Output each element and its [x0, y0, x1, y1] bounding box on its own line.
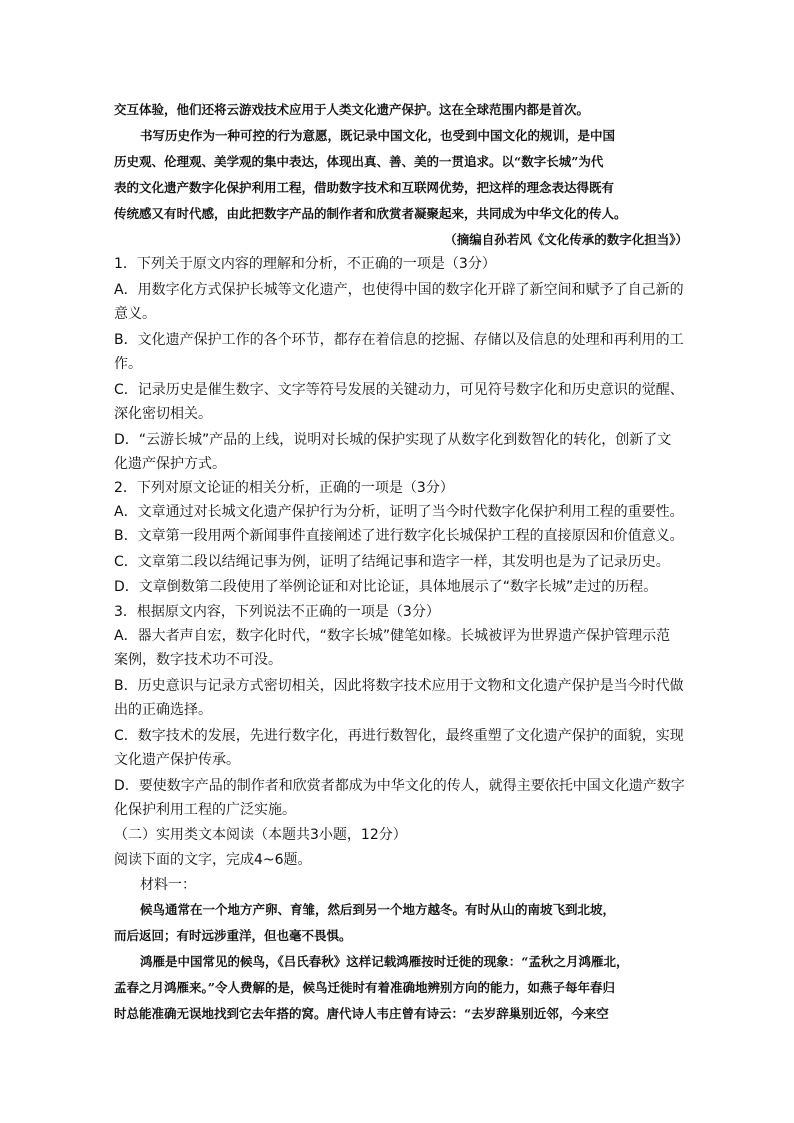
- option-c-cont: 深化密切相关。: [114, 406, 212, 422]
- option-d-cont: 化遗产保护方式。: [114, 456, 226, 472]
- option-d: D．文章倒数第二段使用了举例论证和对比论证，具体地展示了“数字长城”走过的历程。: [114, 579, 658, 595]
- section-instruction: 阅读下面的文字，完成4~6题。: [114, 852, 312, 868]
- section-heading: （二）实用类文本阅读（本题共3小题，12分）: [114, 827, 407, 843]
- question-stem: 1．下列关于原文内容的理解和分析，不正确的一项是（3分）: [114, 256, 496, 272]
- source-citation: （摘编自孙若风《文化传承的数字化担当》）: [444, 232, 688, 247]
- option-b-cont: 出的正确选择。: [114, 702, 212, 718]
- option-d: D．“云游长城”产品的上线，说明对长城的保护实现了从数字化到数智化的转化，创新了文: [114, 432, 672, 448]
- option-a-cont: 案例，数字技术功不可没。: [114, 652, 282, 668]
- passage-line: 历史观、伦理观、美学观的集中表达，体现出真、善、美的一贯追求。以“数字长城”为代: [114, 154, 604, 169]
- option-c: C．记录历史是催生数字、文字等符号发展的关键动力，可见符号数字化和历史意识的觉醒、: [114, 382, 684, 398]
- option-a-cont: 意义。: [114, 306, 156, 322]
- material-label: 材料一：: [140, 877, 196, 893]
- question-stem: 2．下列对原文论证的相关分析，正确的一项是（3分）: [114, 480, 454, 496]
- passage-line: 交互体验，他们还将云游戏技术应用于人类文化遗产保护。这在全球范围内都是首次。: [114, 102, 590, 117]
- option-a: A．用数字化方式保护长城等文化遗产，也使得中国的数字化开辟了新空间和赋予了自己新的: [114, 282, 684, 298]
- option-a: A．器大者声自宏，数字化时代，“数字长城”健笔如椽。长城被评为世界遗产保护管理示范: [114, 628, 671, 644]
- material-line: 鸿雁是中国常见的候鸟，《吕氏春秋》这样记载鸿雁按时迁徙的现象：“孟秋之月鸿雁北，: [140, 954, 629, 969]
- option-a: A．文章通过对长城文化遗产保护行为分析，证明了当今时代数字化保护利用工程的重要性。: [114, 504, 684, 520]
- option-b-cont: 作。: [114, 356, 142, 372]
- material-line: 而后返回；有时远涉重洋，但也毫不畏惧。: [114, 928, 352, 943]
- question-stem: 3．根据原文内容，下列说法不正确的一项是（3分）: [114, 604, 440, 620]
- option-d: D．要使数字产品的制作者和欣赏者都成为中华文化的传人，就得主要依托中国文化遗产数字: [114, 778, 685, 794]
- material-line: 时总能准确无误地找到它去年搭的窝。唐代诗人韦庄曾有诗云：“去岁辞巢别近邻，今来空: [114, 1006, 609, 1021]
- option-d-cont: 化保护利用工程的广泛实施。: [114, 802, 296, 818]
- option-c: C．数字技术的发展，先进行数字化，再进行数智化，最终重塑了文化遗产保护的面貌，实现: [114, 728, 684, 744]
- option-b: B．文章第一段用两个新闻事件直接阐述了进行数字化长城保护工程的直接原因和价值意义。: [114, 528, 684, 544]
- option-c: C．文章第二段以结绳记事为例，证明了结绳记事和造字一样，其发明也是为了记录历史。: [114, 554, 670, 570]
- option-c-cont: 文化遗产保护传承。: [114, 752, 240, 768]
- material-line: 候鸟通常在一个地方产卵、育雏，然后到另一个地方越冬。有时从山的南坡飞到北坡，: [140, 902, 616, 917]
- passage-line: 书写历史作为一种可控的行为意愿，既记录中国文化，也受到中国文化的规训，是中国: [140, 128, 616, 143]
- material-line: 孟春之月鸿雁来。”令人费解的是，候鸟迁徙时有着准确地辨别方向的能力，如燕子每年春归: [114, 980, 615, 995]
- passage-line: 表的文化遗产数字化保护利用工程，借助数字技术和互联网优势，把这样的理念表达得既有: [114, 180, 615, 195]
- passage-line: 传统感又有时代感，由此把数字产品的制作者和欣赏者凝聚起来，共同成为中华文化的传人。: [114, 206, 627, 221]
- option-b: B．历史意识与记录方式密切相关，因此将数字技术应用于文物和文化遗产保护是当今时代做: [114, 678, 684, 694]
- option-b: B．文化遗产保护工作的各个环节，都存在着信息的挖掘、存储以及信息的处理和再利用的工: [114, 332, 684, 348]
